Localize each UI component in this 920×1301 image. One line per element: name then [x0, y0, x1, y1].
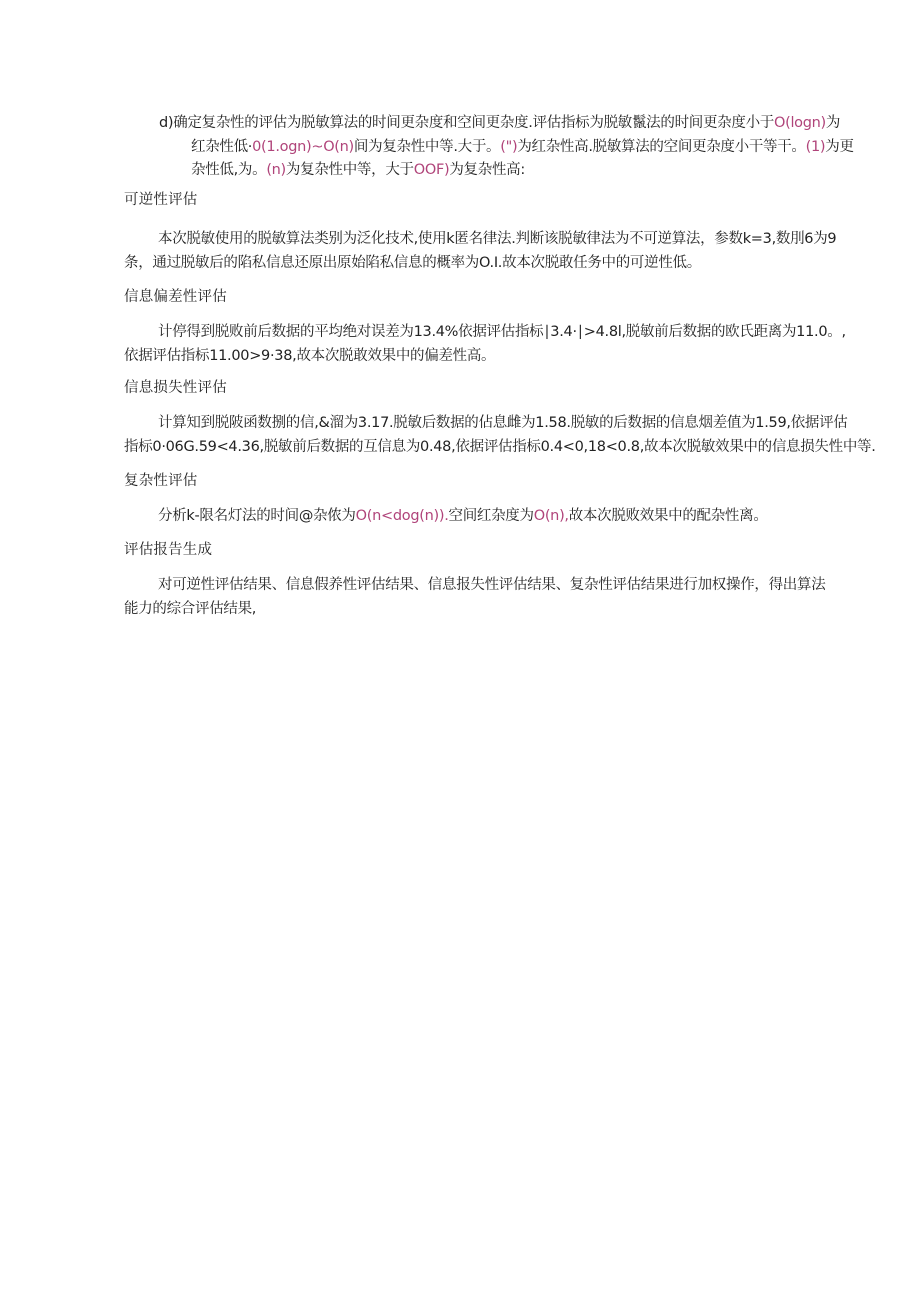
paragraph-line: 指标0·06G.59<4.36,脱敏前后数据的互信息为0.48,依据评估指标0.4<0,18<0.8,故本次脱敏效果中的信息损失性中等. [124, 439, 876, 455]
reversibility-heading: 可逆性评估 [124, 192, 198, 208]
paragraph-line: 本次脱敏使用的脱敏算法类别为泛化技术,使用k匿名律法.判断该脱敏律法为不可逆算法，参数k=3,数刖6为9 [158, 231, 837, 247]
formula-text: O(n), [533, 508, 569, 524]
criteria-text: 杂性低,为。 [191, 162, 267, 178]
criteria-line-3 [159, 159, 824, 183]
paragraph-line [124, 504, 824, 528]
loss-paragraph [124, 411, 876, 459]
paragraph-line: 依据评估指标11.00>9·38,故本次脱敢效果中的偏差性高。 [124, 348, 496, 364]
formula-text: O(logn) [773, 115, 826, 131]
criteria-text: 为更 [825, 138, 854, 155]
paragraph-line: 对可逆性评估结果、信息假养性评估结果、信息报失性评估结果、复杂性评估结果进行加权操作，得出算法 [158, 577, 826, 593]
criteria-text: 为红杂性高.脱敏算法的空间更杂度小干等干。 [517, 138, 806, 155]
bias-paragraph [124, 320, 846, 368]
formula-text: (n) [266, 162, 286, 178]
reversibility-paragraph [124, 227, 837, 275]
criteria-line-1 [159, 112, 841, 136]
report-heading: 评估报告生成 [124, 542, 213, 558]
formula-text: O(n<dog(n)). [355, 508, 449, 524]
formula-text: OOF) [413, 162, 450, 178]
paragraph-text: 空间红杂度为 [448, 508, 534, 524]
complexity-criteria-item [159, 112, 854, 183]
complexity-heading: 复杂性评估 [124, 473, 198, 489]
formula-text: 0(1.ogn)~O(n) [252, 138, 354, 155]
paragraph-line: 条，通过脱敏后的陷私信息还原出原始陷私信息的概率为O.I.故本次脱敢任务中的可逆性低。 [124, 255, 701, 271]
paragraph-text: 故本次脱败效果中的配杂性离。 [568, 508, 768, 524]
criteria-text: 为复杂性高: [449, 162, 525, 178]
criteria-line-2 [159, 136, 854, 160]
bias-heading: 信息偏差性评估 [124, 289, 227, 305]
loss-heading: 信息损失性评估 [124, 380, 227, 396]
paragraph-line: 能力的综合评估结果, [124, 601, 257, 617]
criteria-text: 间为复杂性中等.大于。 [353, 138, 501, 155]
paragraph-text: 分析k-限名灯法的时间@杂侬为 [158, 508, 356, 524]
report-paragraph [124, 573, 824, 621]
criteria-text: 为 [825, 115, 841, 131]
criteria-text: 为复杂性中等，大于 [285, 162, 414, 178]
formula-text: (1) [805, 138, 826, 155]
complexity-paragraph [124, 504, 824, 528]
criteria-text: 红杂性低· [191, 138, 253, 155]
criteria-text: d)确定复杂性的评估为脱敏算法的时间更杂度和空间更杂度.评估指标为脱敏鬣法的时间更杂度小于 [159, 115, 774, 131]
paragraph-line: 计算知到脱陂函数捌的信,&溜为3.17.脱敏后数据的佔息雌为1.58.脱敏的后数据的信息烟差值为1.59,依据评估 [158, 415, 848, 431]
formula-text: (") [500, 138, 518, 155]
paragraph-line: 计停得到脱败前后数据的平均绝对误差为13.4%依据评估指标∣3.4·∣>4.8l,脱敏前后数据的欧氏距离为11.0。, [158, 324, 846, 340]
